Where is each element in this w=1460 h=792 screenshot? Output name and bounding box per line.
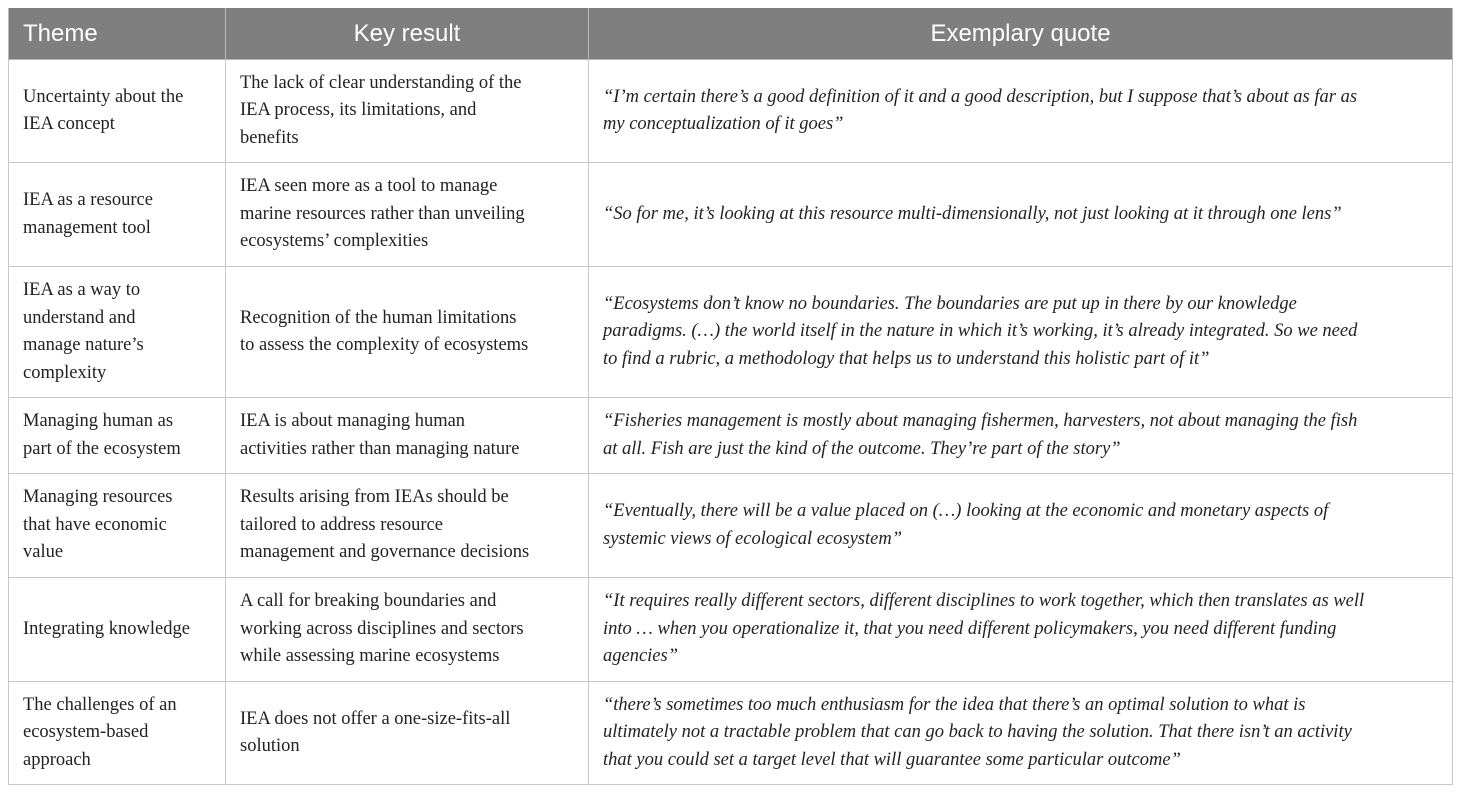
table-row [9, 163, 1453, 267]
cell-quote: “It requires really different sectors, different disciplines to work together, which then translates as well into … when you operationalize it, that you need different policymakers, you need different funding agencies” [589, 578, 1453, 682]
table-row [9, 60, 1453, 163]
cell-key-result: The lack of clear understanding of the IEA process, its limitations, and benefits [226, 60, 589, 163]
cell-theme: Uncertainty about the IEA concept [9, 60, 226, 163]
header-exemplary-quote: Exemplary quote [589, 8, 1453, 60]
table-row [9, 398, 1453, 474]
cell-key-result: IEA does not offer a one-size-fits-all solution [226, 682, 589, 785]
header-theme: Theme [9, 8, 226, 60]
cell-theme: IEA as a resource management tool [9, 163, 226, 267]
table-row [9, 474, 1453, 578]
cell-quote: “there’s sometimes too much enthusiasm for the idea that there’s an optimal solution to what is ultimately not a tractable problem that can go back to having the solution. That there isn’t an activity that you could set a target level that will guarantee some particular outcome” [589, 682, 1453, 785]
cell-theme: Managing resources that have economic value [9, 474, 226, 578]
table-header [9, 8, 1453, 60]
table-row [9, 267, 1453, 398]
cell-theme: Integrating knowledge [9, 578, 226, 682]
header-key-result: Key result [226, 8, 589, 60]
themes-table [8, 8, 1453, 785]
cell-quote: “Fisheries management is mostly about managing fishermen, harvesters, not about managing the fish at all. Fish are just the kind of the outcome. They’re part of the story” [589, 398, 1453, 474]
cell-quote: “So for me, it’s looking at this resource multi-dimensionally, not just looking at it through one lens” [589, 163, 1453, 267]
cell-theme: The challenges of an ecosystem-based approach [9, 682, 226, 785]
cell-quote: “Ecosystems don’t know no boundaries. The boundaries are put up in there by our knowledge paradigms. (…) the world itself in the nature in which it’s working, it’s already integrated. So we need to find a rubric, a methodology that helps us to understand this holistic part of it” [589, 267, 1453, 398]
table-row [9, 578, 1453, 682]
table-body [9, 60, 1453, 785]
header-row [9, 8, 1453, 60]
cell-key-result: IEA seen more as a tool to manage marine resources rather than unveiling ecosystems’ complexities [226, 163, 589, 267]
cell-key-result: A call for breaking boundaries and working across disciplines and sectors while assessing marine ecosystems [226, 578, 589, 682]
themes-table-container [8, 8, 1452, 785]
cell-theme: Managing human as part of the ecosystem [9, 398, 226, 474]
cell-theme: IEA as a way to understand and manage nature’s complexity [9, 267, 226, 398]
table-row [9, 682, 1453, 785]
cell-quote: “I’m certain there’s a good definition of it and a good description, but I suppose that’s about as far as my conceptualization of it goes” [589, 60, 1453, 163]
cell-quote: “Eventually, there will be a value placed on (…) looking at the economic and monetary aspects of systemic views of ecological ecosystem” [589, 474, 1453, 578]
cell-key-result: IEA is about managing human activities rather than managing nature [226, 398, 589, 474]
cell-key-result: Results arising from IEAs should be tailored to address resource management and governance decisions [226, 474, 589, 578]
cell-key-result: Recognition of the human limitations to assess the complexity of ecosystems [226, 267, 589, 398]
